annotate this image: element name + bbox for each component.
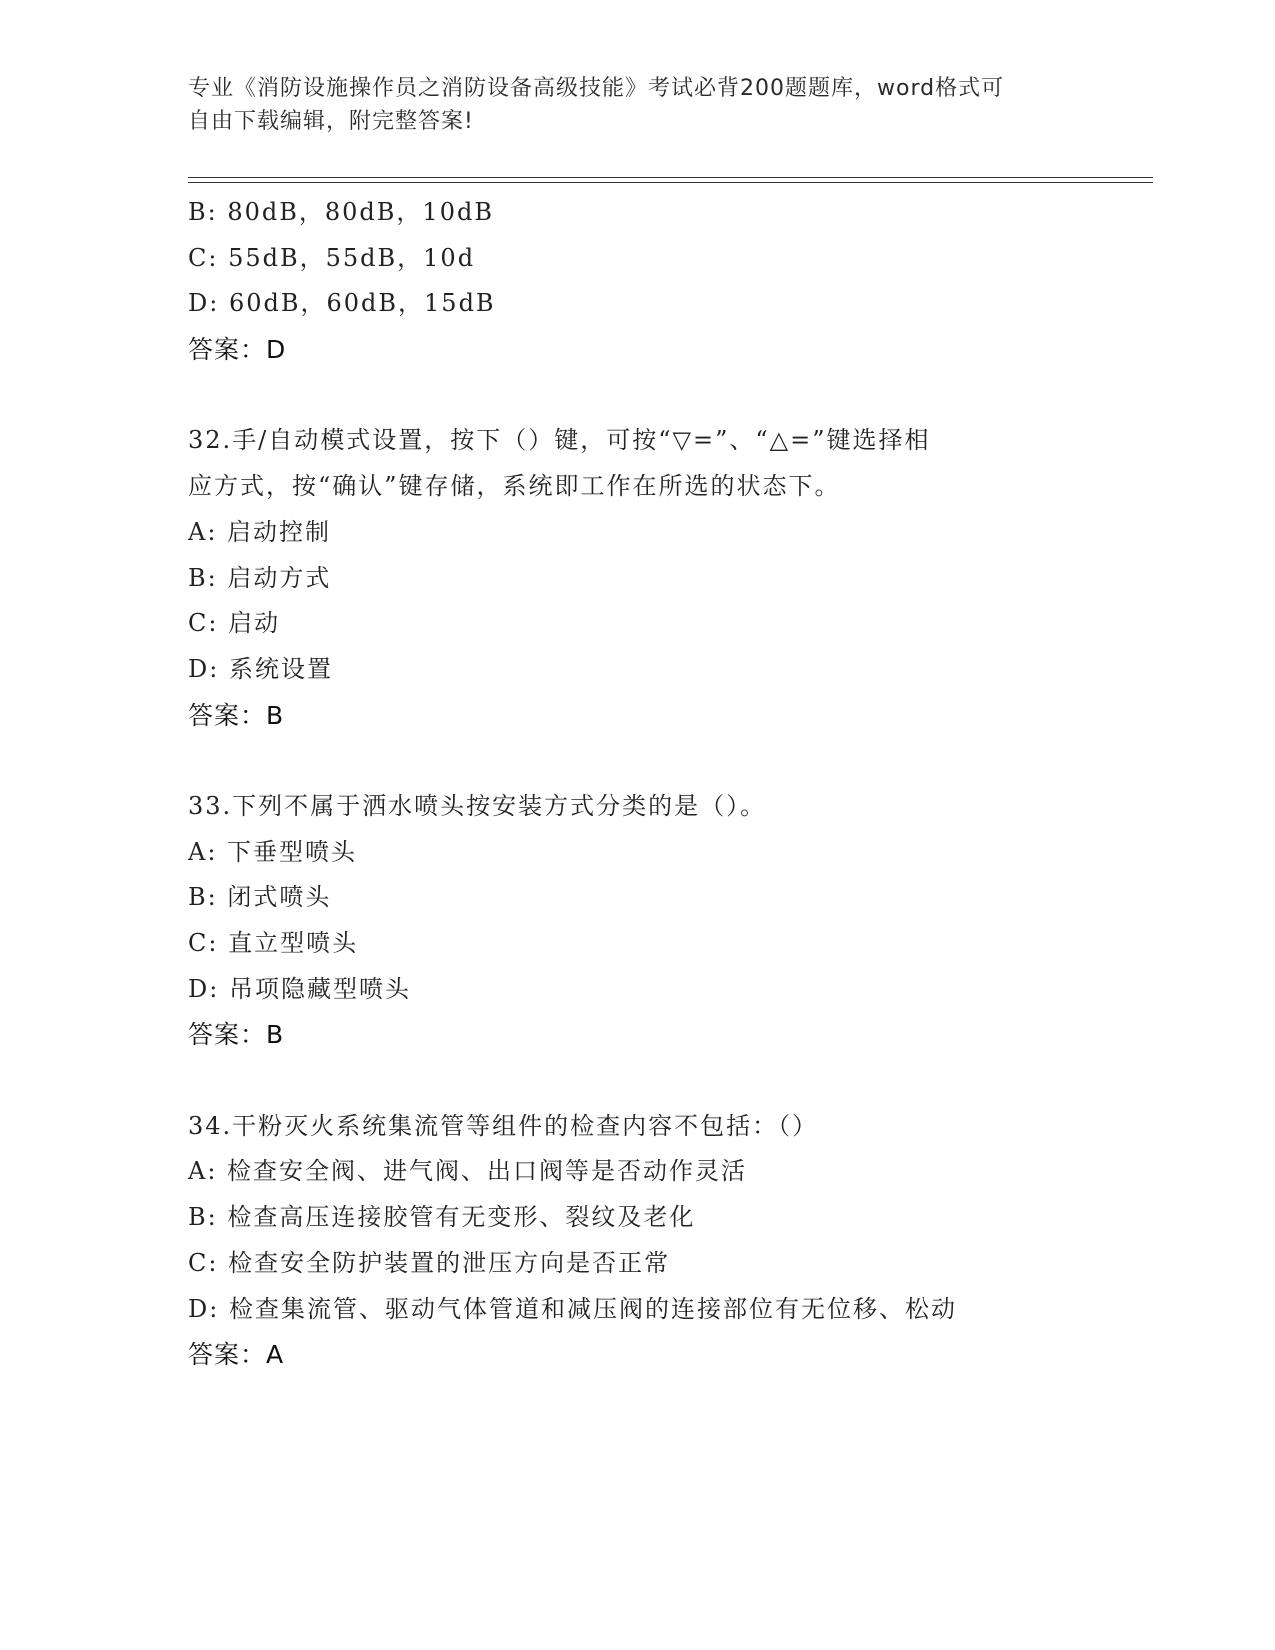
question-spacer: [188, 738, 1088, 784]
option-d: D: 吊项隐藏型喷头: [188, 974, 411, 1003]
option-d: D: 60dB，60dB，15dB: [188, 289, 496, 318]
option-b: B: 80dB，80dB，10dB: [188, 198, 494, 226]
question-34: [188, 1104, 1088, 1378]
option-a: A: 下垂型喷头: [188, 837, 358, 866]
option-b: B: 闭式喷头: [188, 883, 332, 912]
header-divider-bottom: [188, 182, 1153, 183]
answer: 答案：A: [188, 1340, 285, 1370]
question-stem-line-2: 应方式，按“确认”键存储，系统即工作在所选的状态下。: [188, 472, 841, 501]
option-d: D: 检查集流管、驱动气体管道和减压阀的连接部位有无位移、松动: [188, 1294, 957, 1323]
option-c: C: 检查安全防护装置的泄压方向是否正常: [188, 1248, 671, 1277]
option-c: C: 启动: [188, 609, 281, 638]
option-d: D: 系统设置: [188, 654, 333, 683]
answer: 答案：B: [188, 1020, 285, 1050]
question-list: [188, 190, 1088, 1378]
question-spacer: [188, 1058, 1088, 1104]
option-b: B: 检查高压连接胶管有无变形、裂纹及老化: [188, 1203, 696, 1232]
answer: 答案：D: [188, 335, 287, 365]
option-a: A: 检查安全阀、进气阀、出口阀等是否动作灵活: [188, 1157, 748, 1186]
question-33: [188, 784, 1088, 1058]
option-c: C: 55dB，55dB，10d: [188, 243, 476, 272]
question-32: [188, 418, 1088, 738]
header-title-line-1: 专业《消防设施操作员之消防设备高级技能》考试必背200题题库，word格式可: [188, 76, 1005, 101]
question-stem-line-1: 32.手/自动模式设置，按下（）键，可按“▽=”、“△=”键选择相: [188, 426, 931, 455]
document-header: [188, 72, 1068, 138]
header-title-line-2: 自由下载编辑，附完整答案!: [188, 109, 474, 134]
option-c: C: 直立型喷头: [188, 929, 359, 957]
option-a: A: 启动控制: [188, 517, 332, 546]
question-spacer: [188, 373, 1088, 419]
header-divider-top: [188, 177, 1153, 178]
option-b: B: 启动方式: [188, 563, 332, 592]
question-31-tail: [188, 190, 1088, 373]
answer: 答案：B: [188, 700, 285, 730]
question-stem: 34.干粉灭火系统集流管等组件的检查内容不包括：（）: [188, 1111, 819, 1140]
question-stem: 33.下列不属于洒水喷头按安装方式分类的是（）。: [188, 791, 767, 820]
